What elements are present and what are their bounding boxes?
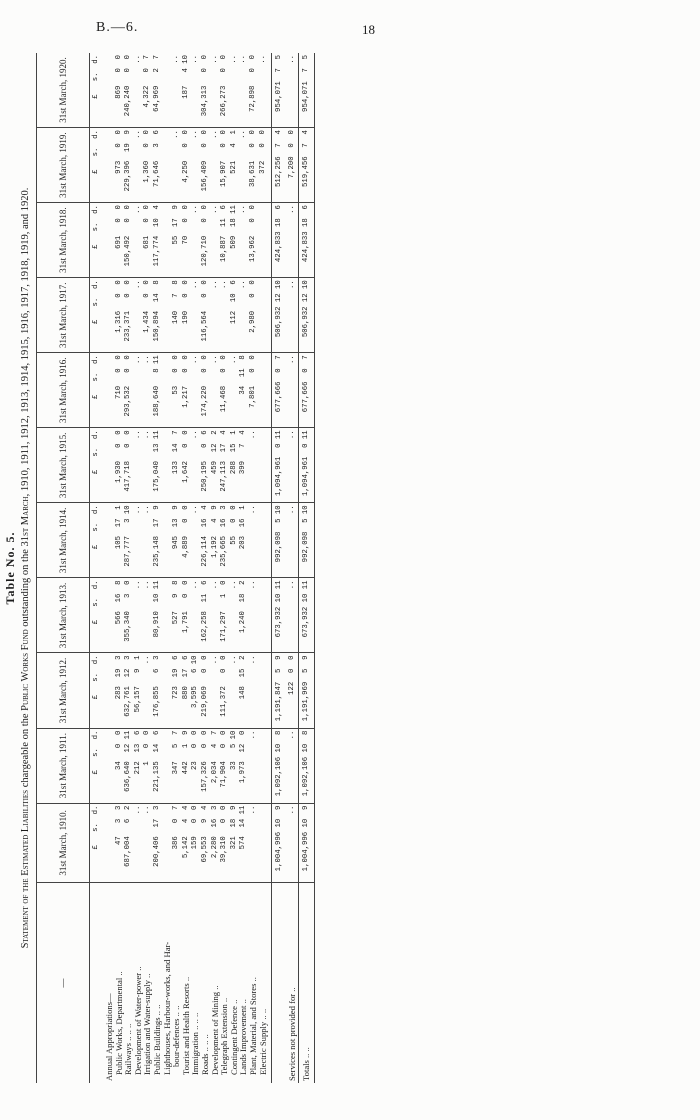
- caption-middle: outstanding on the: [20, 549, 31, 627]
- services-1916: ..: [288, 353, 299, 428]
- unit-cell: £ s. d.: [90, 128, 103, 203]
- col-1919: 31st March, 1919.: [37, 128, 90, 203]
- body-row: [102, 53, 272, 1083]
- row-label: Annual Appropriations—: [104, 993, 114, 1081]
- total-1918: 424,833 18 6: [298, 203, 315, 278]
- unit-cell: £ s. d.: [90, 278, 103, 353]
- services-1920: ..: [288, 53, 299, 128]
- unit-cell: £ s. d.: [90, 803, 103, 882]
- liabilities-table: [36, 53, 315, 1083]
- values-1920: 869 0 0 240,240 0 0 .. 4,322 0 7 64,969 2 7 .. 187 4 10 .. 304,313 0 0 .. 266,273 0 0 .. .. 72,898 0 0 ..: [102, 53, 272, 128]
- row-label: Lands Improvement ..: [238, 999, 249, 1075]
- services-1918: ..: [288, 203, 299, 278]
- row-label: bour-defences .. ..: [171, 1005, 182, 1067]
- total-1911: 1,092,106 10 8: [298, 728, 315, 803]
- total-1910: 1,004,996 10 9: [298, 803, 315, 882]
- col-1911: 31st March, 1911.: [37, 728, 90, 803]
- subtotal-1918: 424,833 18 6: [272, 203, 288, 278]
- subtotal-1917: 506,932 12 10: [272, 278, 288, 353]
- table-caption: [19, 53, 32, 1083]
- col-1912: 31st March, 1912.: [37, 653, 90, 728]
- services-1914: ..: [288, 503, 299, 578]
- caption-fund: Public Works Fund: [20, 629, 31, 711]
- totals-label: Totals .. ..: [298, 883, 315, 1083]
- total-1919: 519,456 7 4: [298, 128, 315, 203]
- subtotal-1915: 1,094,961 0 11: [272, 428, 288, 503]
- row-label: Roads .. .. ..: [199, 1034, 210, 1075]
- services-1912: 122 0 0: [288, 653, 299, 728]
- values-1910: 47 3 3 687,004 6 2 .. .. 200,406 17 3 386 0 7 5,142 4 4 159 0 0 69,553 9 4 2,280 16 3 39,310 0 0 321 18 9 574 14 11 ..: [102, 803, 272, 882]
- row-label: Tourist and Health Resorts ..: [180, 976, 191, 1075]
- services-1911: ..: [288, 728, 299, 803]
- services-1917: ..: [288, 278, 299, 353]
- subtotal-1916: 677,666 0 7: [272, 353, 288, 428]
- row-label: Plant, Material, and Stores ..: [247, 977, 258, 1075]
- total-1912: 1,191,969 5 9: [298, 653, 315, 728]
- subtotal-1919: 512,256 7 4: [272, 128, 288, 203]
- unit-cell: £ s. d.: [90, 203, 103, 278]
- subtotal-label: [272, 883, 288, 1083]
- row-label: Development of Mining ..: [209, 985, 220, 1075]
- subtotal-1914: 992,098 5 10: [272, 503, 288, 578]
- document-reference: B.—6.: [96, 20, 139, 35]
- page-number: 18: [362, 22, 375, 37]
- subtotal-1912: 1,191,847 5 9: [272, 653, 288, 728]
- row-labels: [102, 883, 272, 1083]
- values-1912: 283 19 3 632,761 12 3 56,157 9 1 .. 176,855 6 3 723 19 6 880 17 6 3,595 6 10 219,069 0 0 .. 111,372 0 0 .. 148 15 2 ..: [102, 653, 272, 728]
- total-1916: 677,666 0 7: [298, 353, 315, 428]
- values-1911: 34 0 0 636,640 12 11 212 13 6 1 0 0 221,135 14 6 347 5 7 442 1 9 23 0 0 157,326 0 0 2,034 4 7 71,904 0 0 33 5 10 1,973 12 0 ..: [102, 728, 272, 803]
- values-1917: 1,316 0 0 233,371 0 0 .. 1,434 0 0 150,894 14 8 140 7 8 190 0 0 .. 116,564 0 0 .. .. 112 10 6 .. 2,980 0 0: [102, 278, 272, 353]
- unit-cell: £ s. d.: [90, 578, 103, 653]
- totals-row: [298, 53, 315, 1083]
- services-1913: ..: [288, 578, 299, 653]
- row-label: Contingent Defence ..: [228, 999, 239, 1075]
- row-label: Immigration .. .. ..: [190, 1012, 201, 1075]
- col-1914: 31st March, 1914.: [37, 503, 90, 578]
- values-1914: 105 17 1 287,777 3 10 .. .. 235,148 17 9 945 13 9 4,889 0 0 .. 226,114 16 4 1,192 4 9 235,665 16 3 55 0 0 203 16 1 ..: [102, 503, 272, 578]
- services-1910: ..: [288, 803, 299, 882]
- row-label: Public Works, Departmental ..: [113, 971, 124, 1075]
- unit-cell: £ s. d.: [90, 53, 103, 128]
- caption-rest: chargeable on the: [20, 713, 31, 788]
- subtotal-1913: 673,932 10 11: [272, 578, 288, 653]
- row-label: Railways .. .. ..: [123, 1023, 134, 1075]
- row-label: Irrigation and Water-supply ..: [142, 973, 153, 1075]
- services-1915: ..: [288, 428, 299, 503]
- unit-row: [90, 53, 103, 1083]
- services-1919: 7,200 0 0: [288, 128, 299, 203]
- total-1913: 673,932 10 11: [298, 578, 315, 653]
- unit-cell: £ s. d.: [90, 428, 103, 503]
- values-1918: 691 0 0 150,492 0 0 .. 681 0 0 117,774 10 4 55 17 9 70 0 0 .. 120,710 0 0 .. 10,887 11 6 509 18 11 .. 13,962 0 0: [102, 203, 272, 278]
- values-1916: 710 0 0 293,532 0 0 .. .. 188,640 8 11 53 0 0 1,217 0 0 .. 174,220 0 0 .. 11,468 0 0 .. 34 11 8 7,801 0 0: [102, 353, 272, 428]
- col-1910: 31st March, 1910.: [37, 803, 90, 882]
- row-label: Electric Supply .. ..: [257, 1008, 268, 1075]
- subtotal-row: [272, 53, 288, 1083]
- caption-date: 31st March,: [20, 493, 31, 547]
- row-label: Lighthouses, Harbour-works, and Har-: [161, 941, 172, 1075]
- unit-cell: £ s. d.: [90, 503, 103, 578]
- unit-cell: £ s. d.: [90, 353, 103, 428]
- values-1913: 566 16 8 355,340 3 0 .. .. 80,910 10 11 527 9 8 1,791 0 0 .. 162,258 11 6 .. 171,297 1 0 .. 1,240 18 2 ..: [102, 578, 272, 653]
- col-1913: 31st March, 1913.: [37, 578, 90, 653]
- subtotal-1911: 1,092,106 10 8: [272, 728, 288, 803]
- values-1915: 1,930 0 0 417,718 0 0 .. .. 175,040 13 11 133 14 7 1,642 0 0 .. 250,195 0 6 459 12 2 247,113 17 4 288 15 1 399 7 4 ..: [102, 428, 272, 503]
- unit-cell: £ s. d.: [90, 653, 103, 728]
- subtotal-1910: 1,004,996 10 9: [272, 803, 288, 882]
- col-1920: 31st March, 1920.: [37, 53, 90, 128]
- row-label: Development of Water-power ..: [132, 966, 143, 1075]
- col-1917: 31st March, 1917.: [37, 278, 90, 353]
- total-1920: 954,071 7 5: [298, 53, 315, 128]
- header-row: [37, 53, 90, 1083]
- services-label: Services not provided for ..: [286, 987, 297, 1081]
- values-1919: 973 0 0 229,396 19 9 .. 1,360 0 0 71,646 3 6 .. 4,250 0 0 .. 156,409 0 0 .. 15,907 0 0 521 4 1 .. 38,631 0 0 372 0 0: [102, 128, 272, 203]
- col-1916: 31st March, 1916.: [37, 353, 90, 428]
- col-1918: 31st March, 1918.: [37, 203, 90, 278]
- total-1915: 1,094,961 0 11: [298, 428, 315, 503]
- services-row: [288, 53, 299, 1083]
- caption-years: 1910, 1911, 1912, 1913, 1914, 1915, 1916, 1917, 1918, 1919, and 1920.: [20, 187, 31, 492]
- total-1917: 506,932 12 10: [298, 278, 315, 353]
- caption-prefix: Statement of the Estimated Liabilities: [20, 789, 31, 949]
- row-label: Public Buildings .. ..: [151, 1004, 162, 1075]
- description-header: —: [37, 883, 90, 1083]
- rotated-table-block: [3, 53, 503, 1083]
- row-label: Telegraph Extension ..: [219, 997, 230, 1075]
- subtotal-1920: 954,071 7 5: [272, 53, 288, 128]
- total-1914: 992,098 5 10: [298, 503, 315, 578]
- table-title: Table No. 5.: [3, 531, 17, 605]
- unit-blank: [90, 883, 103, 1083]
- unit-cell: £ s. d.: [90, 728, 103, 803]
- col-1915: 31st March, 1915.: [37, 428, 90, 503]
